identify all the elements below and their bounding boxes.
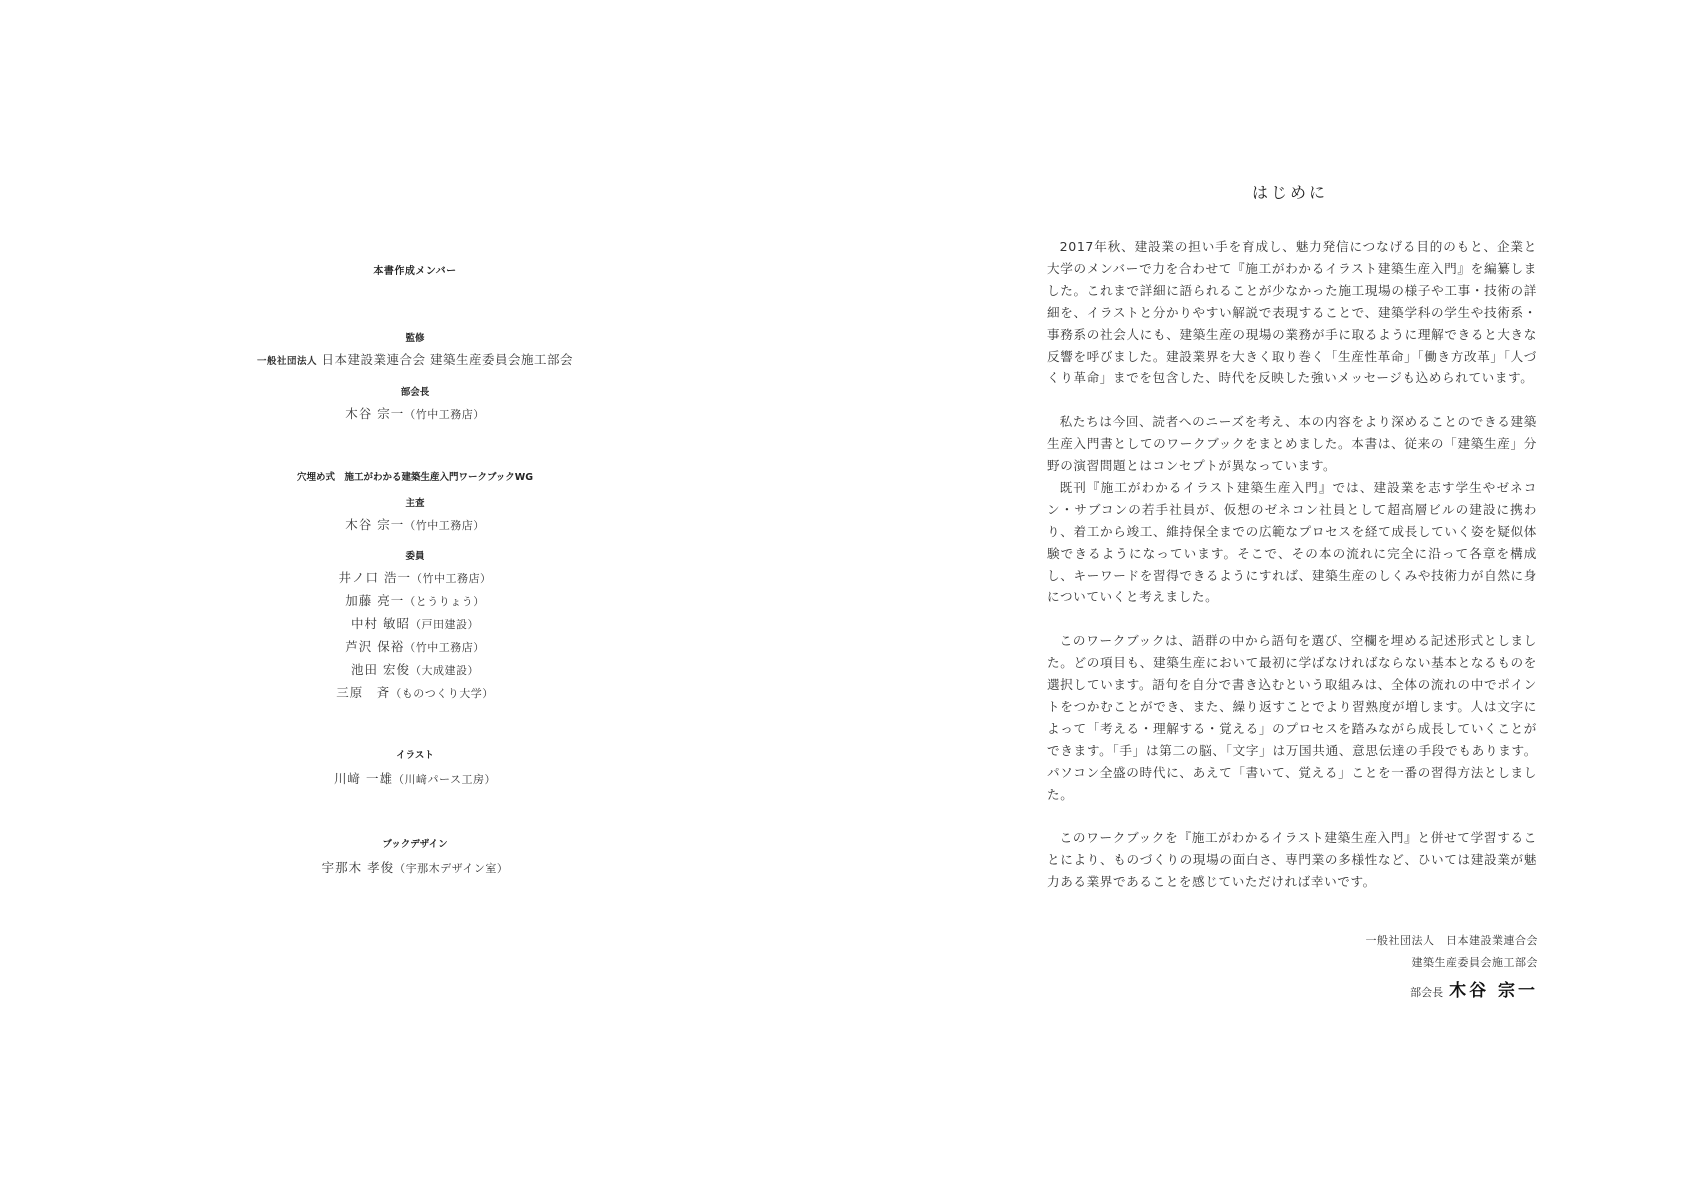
person-affiliation: （竹中工務店） (410, 572, 492, 585)
person-name: 井ノ口 浩一 (338, 570, 411, 585)
wg-lead (215, 515, 615, 533)
person-name: 三原 斉 (336, 685, 391, 700)
person-name: 池田 宏俊 (351, 662, 410, 677)
member-row (215, 683, 615, 701)
page-title: はじめに (1251, 183, 1328, 202)
chair-name (215, 404, 615, 422)
paragraph: このワークブックは、語群の中から語句を選び、空欄を埋める記述形式としました。どの項目も、建築生産において最初に学ばなければならない基本となるものを選択しています。語句を自分で書き込むという取組みは、全体の流れの中でポイントをつかむことができ、また、繰り返すことでより習熟度が増します。人は文字によって「考える・理解する・覚える」のプロセスを踏みながら成長していくことができます。「手」は第二の脳、「文字」は万国共通、意思伝達の手段でもあります。パソコン全盛の時代に、あえて「書いて、覚える」ことを一番の習得方法としました。 (1047, 633, 1537, 802)
wg-members-role: 委員 (405, 551, 425, 562)
preface-body (1047, 236, 1537, 893)
supervision-org (215, 350, 615, 368)
person-affiliation: （とうりょう） (404, 595, 485, 608)
signature-name-row (1366, 976, 1539, 1001)
person-name: 川﨑 一雄 (334, 771, 394, 786)
paragraph: このワークブックを『施工がわかるイラスト建築生産入門』と併せて学習することにより、ものづくりの現場の面白さ、専門業の多様性など、ひいては建設業が魅力ある業界であることを感じていただければ幸いです。 (1047, 830, 1537, 890)
member-row (215, 591, 615, 609)
person-affiliation: （竹中工務店） (404, 641, 485, 654)
credits-heading: 本書作成メンバー (373, 266, 457, 277)
person-affiliation: （宇那木デザイン室） (394, 862, 509, 875)
org-name: 日本建設業連合会 建築生産委員会施工部会 (321, 352, 573, 367)
paragraph: 2017年秋、建設業の担い手を育成し、魅力発信につなげる目的のもと、企業と大学のメンバーで力を合わせて『施工がわかるイラスト建築生産入門』を編纂しました。これまで詳細に語られることが少なかった施工現場の様子や工事・技術の詳細を、イラストと分かりやすい解説で表現することで、建築学科の学生や技術系・事務系の社会人にも、建築生産の現場の業務が手に取るように理解できると大きな反響を呼びました。建設業界を大きく取り巻く「生産性革命」「働き方改革」「人づくり革命」までを包含した、時代を反映した強いメッセージも込められています。 (1047, 239, 1537, 386)
wg-lead-role: 主査 (405, 498, 425, 509)
person-name: 中村 敏昭 (351, 616, 410, 631)
book-designer (215, 858, 615, 876)
person-affiliation: （大成建設） (409, 664, 479, 677)
person-affiliation: （戸田建設） (409, 618, 479, 631)
signature-org-line1: 一般社団法人 日本建設業連合会 (1365, 934, 1538, 947)
illustration-role: イラスト (396, 750, 434, 761)
signature-role: 部会長 (1410, 986, 1444, 999)
wg-title: 穴埋め式 施工がわかる建築生産入門ワークブックWG (296, 472, 534, 483)
signature-block (1366, 930, 1539, 1001)
illustrator (215, 769, 615, 787)
person-name: 木谷 宗一 (345, 517, 405, 532)
member-row (215, 568, 615, 586)
paragraph: 私たちは今回、読者へのニーズを考え、本の内容をより深めることのできる建築生産入門書としてのワークブックをまとめました。本書は、従来の「建築生産」分野の演習問題とはコンセプトが異なっています。 (1047, 414, 1537, 474)
book-design-role: ブックデザイン (382, 839, 448, 850)
member-row (215, 614, 615, 632)
member-row (215, 637, 615, 655)
person-affiliation: （竹中工務店） (404, 408, 485, 421)
person-name: 宇那木 孝俊 (321, 860, 395, 875)
supervision-role: 監修 (405, 333, 425, 344)
person-name: 芦沢 保裕 (345, 639, 405, 654)
org-prefix: 一般社団法人 (257, 356, 318, 367)
signature-org-line2: 建築生産委員会施工部会 (1411, 956, 1538, 969)
paragraph: 既刊『施工がわかるイラスト建築生産入門』では、建設業を志す学生やゼネコン・サブコンの若手社員が、仮想のゼネコン社員として超高層ビルの建設に携わり、着工から竣工、維持保全までの広範なプロセスを経て成長していく姿を疑似体験できるようになっています。そこで、その本の流れに完全に沿って各章を構成し、キーワードを習得できるようにすれば、建築生産のしくみや技術力が自然に身についていくと考えました。 (1047, 479, 1537, 605)
person-affiliation: （ものつくり大学） (390, 687, 494, 700)
chair-role: 部会長 (400, 387, 430, 398)
signature-name: 木谷 宗一 (1449, 981, 1538, 1001)
person-affiliation: （川﨑パース工房） (393, 773, 496, 786)
person-affiliation: （竹中工務店） (404, 519, 485, 532)
person-name: 木谷 宗一 (345, 406, 405, 421)
member-row (215, 660, 615, 678)
person-name: 加藤 亮一 (345, 593, 405, 608)
